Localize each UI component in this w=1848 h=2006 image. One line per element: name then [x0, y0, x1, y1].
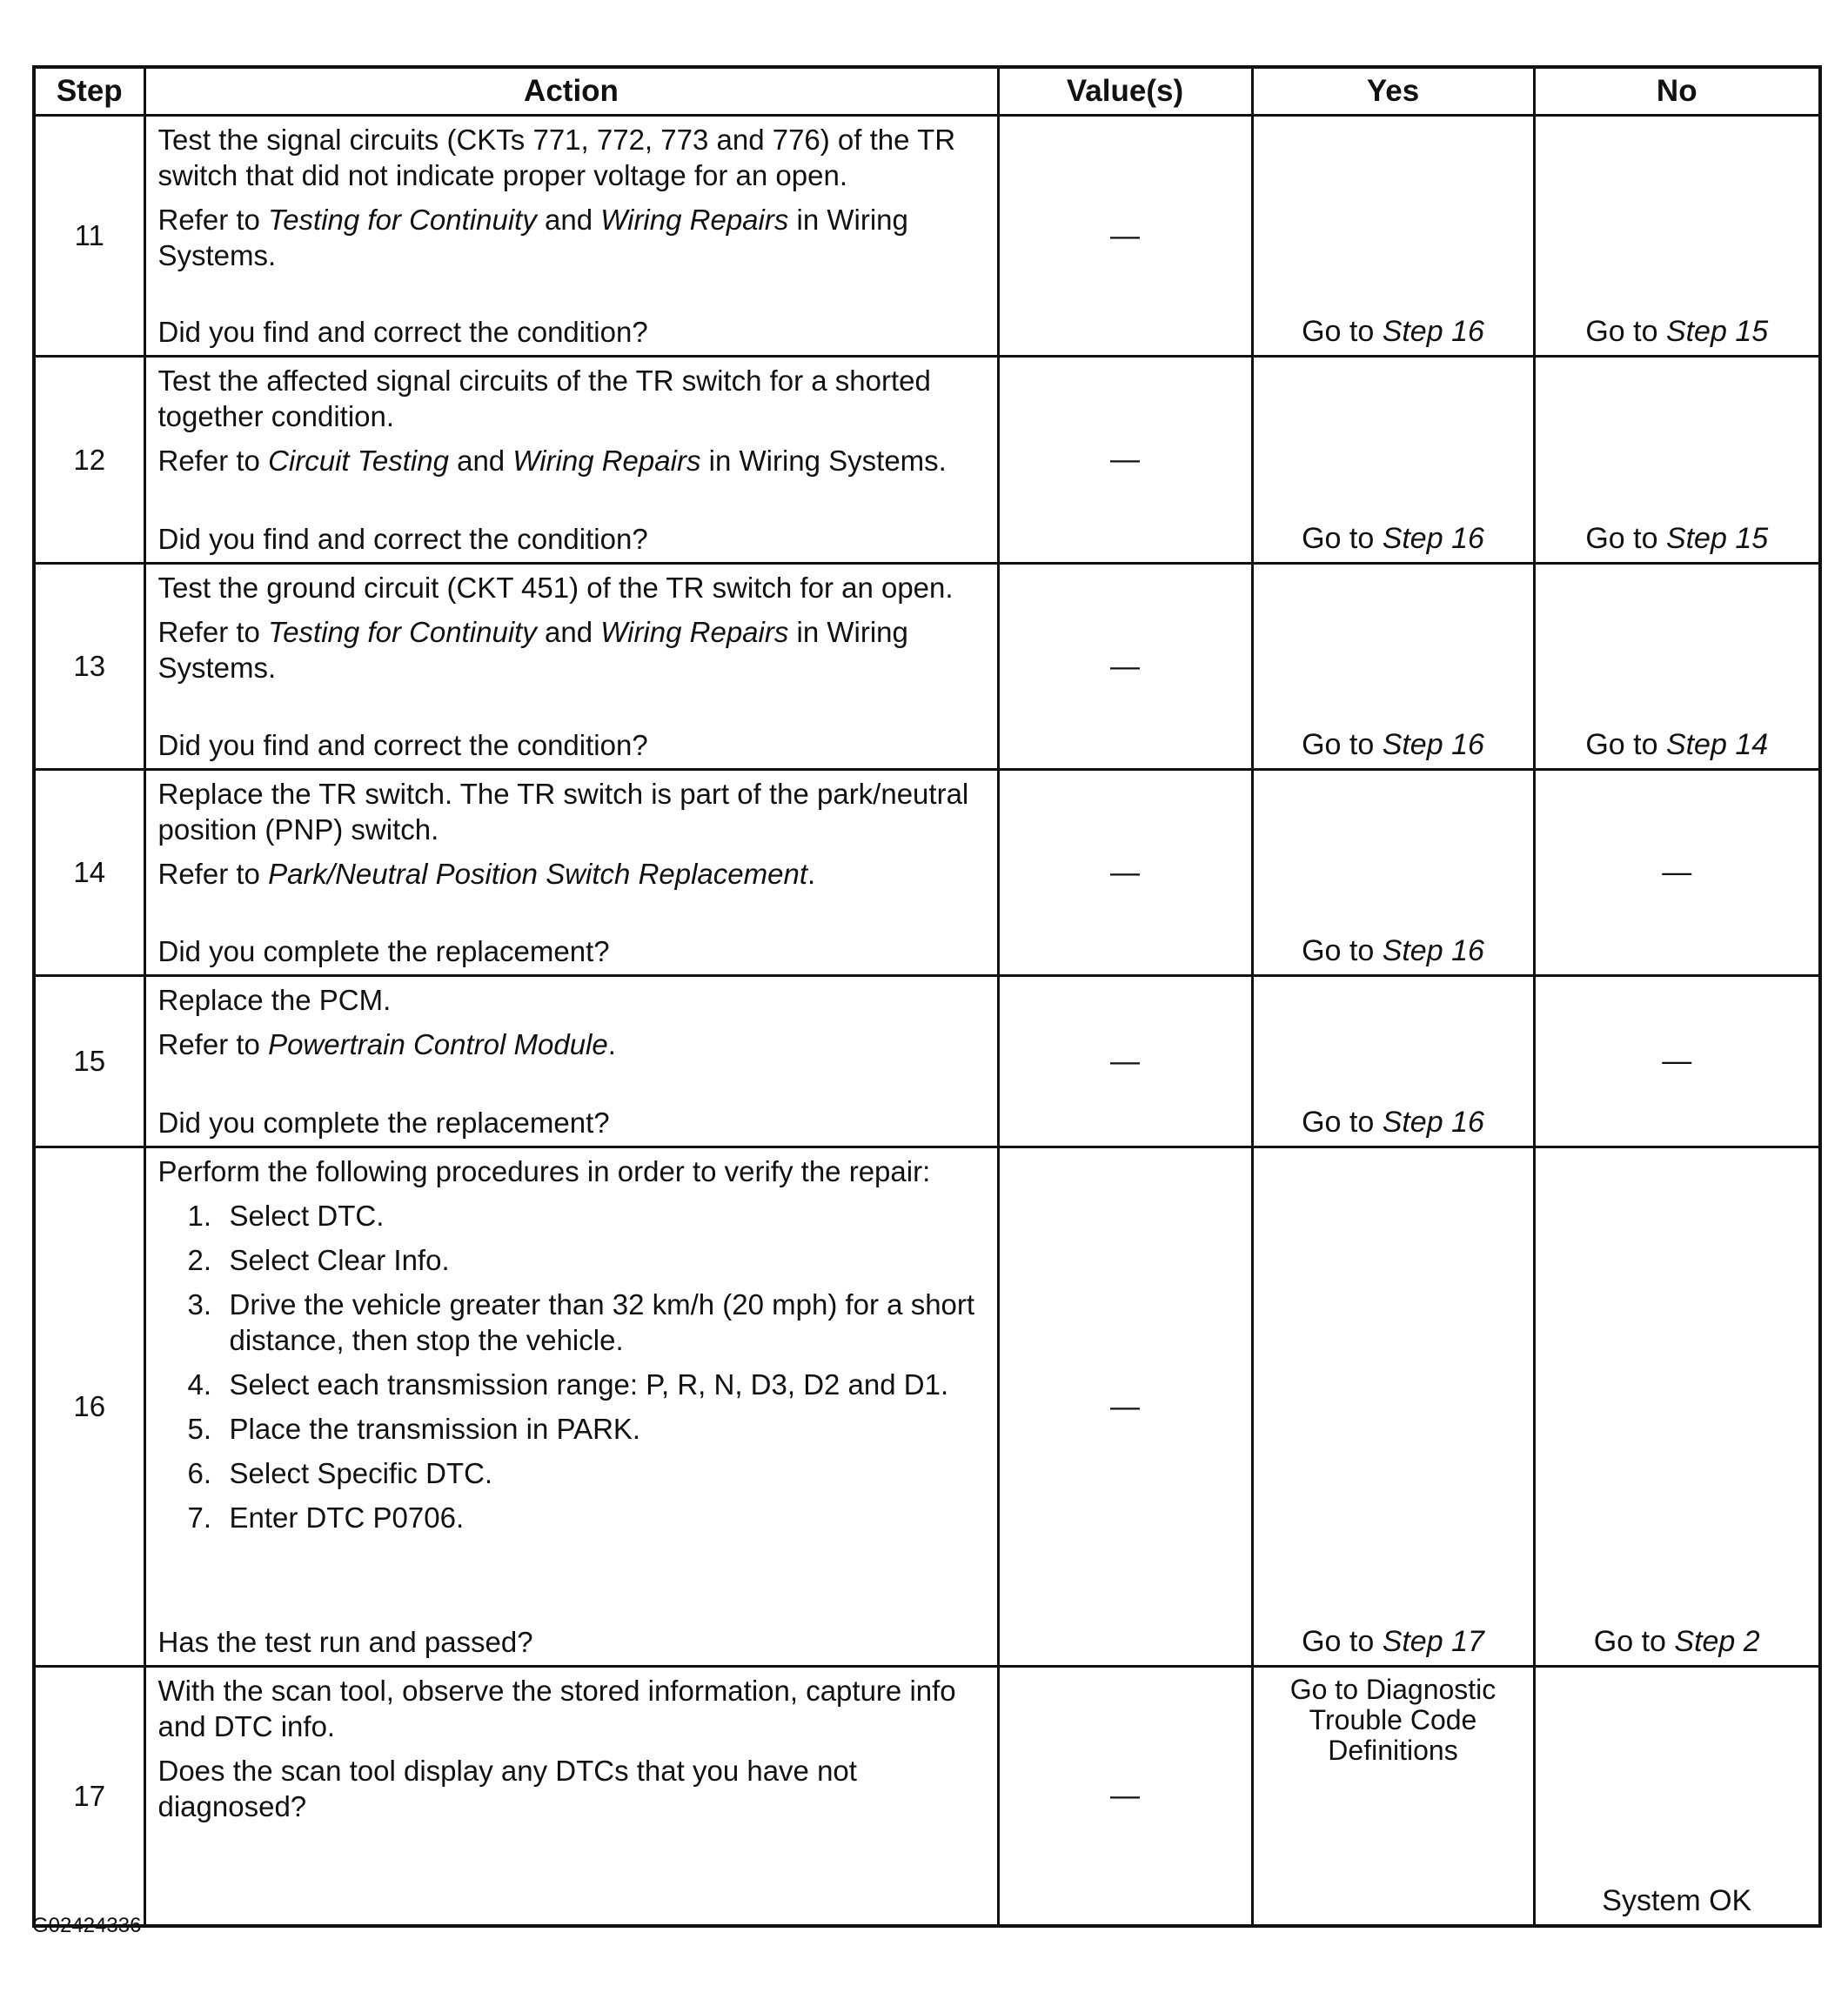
step-reference: Step 16	[1382, 315, 1484, 348]
procedure-list	[188, 1198, 985, 1535]
action-cell	[144, 976, 998, 1147]
no-goto	[1536, 727, 1819, 763]
no-cell	[1534, 976, 1820, 1147]
table-row	[34, 770, 1820, 976]
list-item-number: 5.	[187, 1413, 212, 1445]
step-reference: Step 16	[1382, 934, 1484, 967]
list-item	[188, 1367, 985, 1402]
table-row	[34, 116, 1820, 357]
list-item-text: Select Clear Info.	[229, 1244, 450, 1276]
list-item-text: Select each transmission range: P, R, N, D3, D2 and D1.	[229, 1368, 949, 1401]
action-text: Replace the TR switch. The TR switch is part of the park/neutral position (PNP) switch.	[157, 778, 969, 846]
action-text: Perform the following procedures in order to verify the repair:	[157, 1155, 931, 1187]
action-cell	[144, 770, 998, 976]
list-item-text: Drive the vehicle greater than 32 km/h (20 mph) for a short distance, then stop the vehicle.	[229, 1288, 975, 1356]
yes-goto	[1254, 521, 1533, 557]
action-paragraph	[158, 614, 985, 685]
goto-prefix: Go to	[1302, 1625, 1383, 1658]
no-cell	[1534, 357, 1820, 564]
step-reference: Step 16	[1382, 522, 1484, 555]
step-number: 14	[34, 770, 144, 976]
list-item	[188, 1198, 985, 1234]
action-text: and	[448, 445, 513, 477]
value-cell: —	[998, 564, 1252, 770]
yes-cell	[1252, 1147, 1534, 1667]
value-cell: —	[998, 357, 1252, 564]
table-row	[34, 1147, 1820, 1667]
goto-prefix: Go to	[1585, 315, 1666, 348]
value-cell: —	[998, 770, 1252, 976]
step-number: 11	[34, 116, 144, 357]
step-number: 17	[34, 1667, 144, 1927]
step-reference: Step 2	[1674, 1625, 1760, 1658]
yes-cell	[1252, 116, 1534, 357]
action-cell	[144, 1147, 998, 1667]
action-paragraph	[158, 363, 985, 434]
step-reference: Step 15	[1665, 522, 1769, 555]
step-number: 13	[34, 564, 144, 770]
step-number: 12	[34, 357, 144, 564]
no-cell	[1534, 116, 1820, 357]
header-values: Value(s)	[998, 67, 1252, 116]
list-item	[188, 1455, 985, 1491]
step-reference: Step 16	[1382, 728, 1484, 761]
step-reference: Step 15	[1665, 315, 1769, 348]
action-text: Refer to	[157, 445, 269, 477]
header-step: Step	[34, 67, 144, 116]
action-text: in Wiring Systems.	[157, 204, 908, 271]
action-paragraph	[158, 1753, 985, 1824]
question-text: Did you find and correct the condition?	[157, 523, 648, 555]
no-cell	[1534, 1667, 1820, 1927]
no-goto	[1536, 314, 1819, 350]
action-paragraph	[158, 856, 985, 892]
goto-prefix: Go to	[1585, 522, 1666, 555]
step-reference: Step 14	[1665, 728, 1769, 761]
goto-prefix: Go to	[1302, 934, 1383, 967]
goto-prefix: Go to	[1585, 728, 1666, 761]
goto-prefix: Go to	[1593, 1625, 1675, 1658]
yes-goto	[1254, 314, 1533, 350]
action-text: Refer to	[157, 858, 269, 890]
action-paragraph	[158, 1153, 985, 1189]
reference-text: Testing for Continuity	[268, 204, 537, 236]
yes-goto	[1254, 1105, 1533, 1140]
action-paragraph	[158, 1673, 985, 1744]
step-number: 16	[34, 1147, 144, 1667]
action-paragraph	[158, 202, 985, 273]
value-cell: —	[998, 1147, 1252, 1667]
list-item-text: Select DTC.	[229, 1200, 385, 1232]
yes-cell	[1252, 564, 1534, 770]
action-text: in Wiring Systems.	[157, 616, 908, 684]
list-item-text: Select Specific DTC.	[229, 1457, 493, 1489]
figure-id: G02424336	[32, 1914, 142, 1937]
reference-text: Wiring Repairs	[512, 445, 701, 477]
list-item-number: 1.	[187, 1200, 212, 1232]
list-item-text: Enter DTC P0706.	[229, 1501, 465, 1534]
no-goto	[1536, 1624, 1819, 1660]
step-reference: Step 16	[1382, 1106, 1484, 1139]
header-yes: Yes	[1252, 67, 1534, 116]
header-no: No	[1534, 67, 1820, 116]
action-text: and	[536, 616, 601, 648]
action-paragraph	[158, 1026, 985, 1062]
question-text: Did you complete the replacement?	[157, 1107, 610, 1139]
list-item	[188, 1287, 985, 1358]
value-cell: —	[998, 116, 1252, 357]
table-row	[34, 1667, 1820, 1927]
list-item	[188, 1411, 985, 1447]
action-paragraph	[158, 570, 985, 605]
step-reference: Step 17	[1382, 1625, 1484, 1658]
list-item	[188, 1500, 985, 1535]
action-text: Refer to	[157, 616, 269, 648]
action-cell	[144, 1667, 998, 1927]
list-item	[188, 1242, 985, 1278]
question-text: Did you complete the replacement?	[157, 935, 610, 967]
yes-goto	[1254, 727, 1533, 763]
list-item-number: 6.	[187, 1457, 212, 1489]
action-text: Refer to	[157, 1028, 269, 1060]
action-text: Test the signal circuits (CKTs 771, 772, 773 and 776) of the TR switch that did not indicate proper voltage for an open.	[157, 124, 956, 191]
action-text: Replace the PCM.	[157, 984, 392, 1016]
reference-text: Wiring Repairs	[600, 204, 789, 236]
list-item-number: 2.	[187, 1244, 212, 1276]
action-text: Refer to	[157, 204, 269, 236]
yes-cell	[1252, 770, 1534, 976]
action-text: and	[536, 204, 601, 236]
yes-destination: Go to Diagnostic Trouble Code Definitions	[1289, 1674, 1496, 1766]
action-cell	[144, 564, 998, 770]
no-value-dash: —	[1662, 1044, 1692, 1078]
reference-text: Testing for Continuity	[268, 616, 537, 648]
table-row	[34, 357, 1820, 564]
value-cell: —	[998, 976, 1252, 1147]
no-cell	[1534, 770, 1820, 976]
action-paragraph	[158, 776, 985, 847]
list-item-text: Place the transmission in PARK.	[229, 1413, 641, 1445]
action-cell	[144, 357, 998, 564]
reference-text: Circuit Testing	[268, 445, 449, 477]
goto-prefix: Go to	[1302, 1106, 1383, 1139]
reference-text: Wiring Repairs	[600, 616, 789, 648]
yes-goto	[1254, 1624, 1533, 1660]
step-number: 15	[34, 976, 144, 1147]
action-paragraph	[158, 982, 985, 1018]
diagnostic-table	[32, 65, 1822, 1928]
action-cell	[144, 116, 998, 357]
goto-prefix: Go to	[1302, 522, 1383, 555]
list-item-number: 3.	[187, 1288, 212, 1321]
list-item-number: 4.	[187, 1368, 212, 1401]
action-paragraph	[158, 122, 985, 193]
reference-text: Park/Neutral Position Switch Replacement	[268, 858, 808, 890]
question-text: Did you find and correct the condition?	[157, 316, 648, 348]
question-text: Did you find and correct the condition?	[157, 729, 648, 761]
yes-cell	[1252, 1667, 1534, 1927]
no-cell	[1534, 564, 1820, 770]
yes-cell	[1252, 976, 1534, 1147]
goto-prefix: Go to	[1302, 315, 1383, 348]
action-text: .	[807, 858, 816, 890]
question-text: Has the test run and passed?	[157, 1626, 533, 1658]
yes-cell	[1252, 357, 1534, 564]
header-row	[34, 67, 1820, 116]
reference-text: Powertrain Control Module	[268, 1028, 608, 1060]
action-text: With the scan tool, observe the stored information, capture info and DTC info.	[157, 1675, 956, 1742]
value-cell: —	[998, 1667, 1252, 1927]
no-cell	[1534, 1147, 1820, 1667]
list-item-number: 7.	[187, 1501, 212, 1534]
action-text: Test the affected signal circuits of the TR switch for a shorted together condition.	[157, 364, 931, 432]
no-goto	[1536, 521, 1819, 557]
table-row	[34, 976, 1820, 1147]
header-action: Action	[144, 67, 998, 116]
action-text: Test the ground circuit (CKT 451) of the TR switch for an open.	[157, 572, 954, 604]
action-text: Does the scan tool display any DTCs that you have not diagnosed?	[157, 1755, 857, 1822]
action-text: in Wiring Systems.	[700, 445, 947, 477]
yes-goto	[1254, 933, 1533, 969]
no-value-dash: —	[1662, 855, 1692, 889]
table-row	[34, 564, 1820, 770]
no-destination: System OK	[1602, 1884, 1752, 1917]
goto-prefix: Go to	[1302, 728, 1383, 761]
action-paragraph	[158, 443, 985, 478]
action-text: .	[607, 1028, 616, 1060]
